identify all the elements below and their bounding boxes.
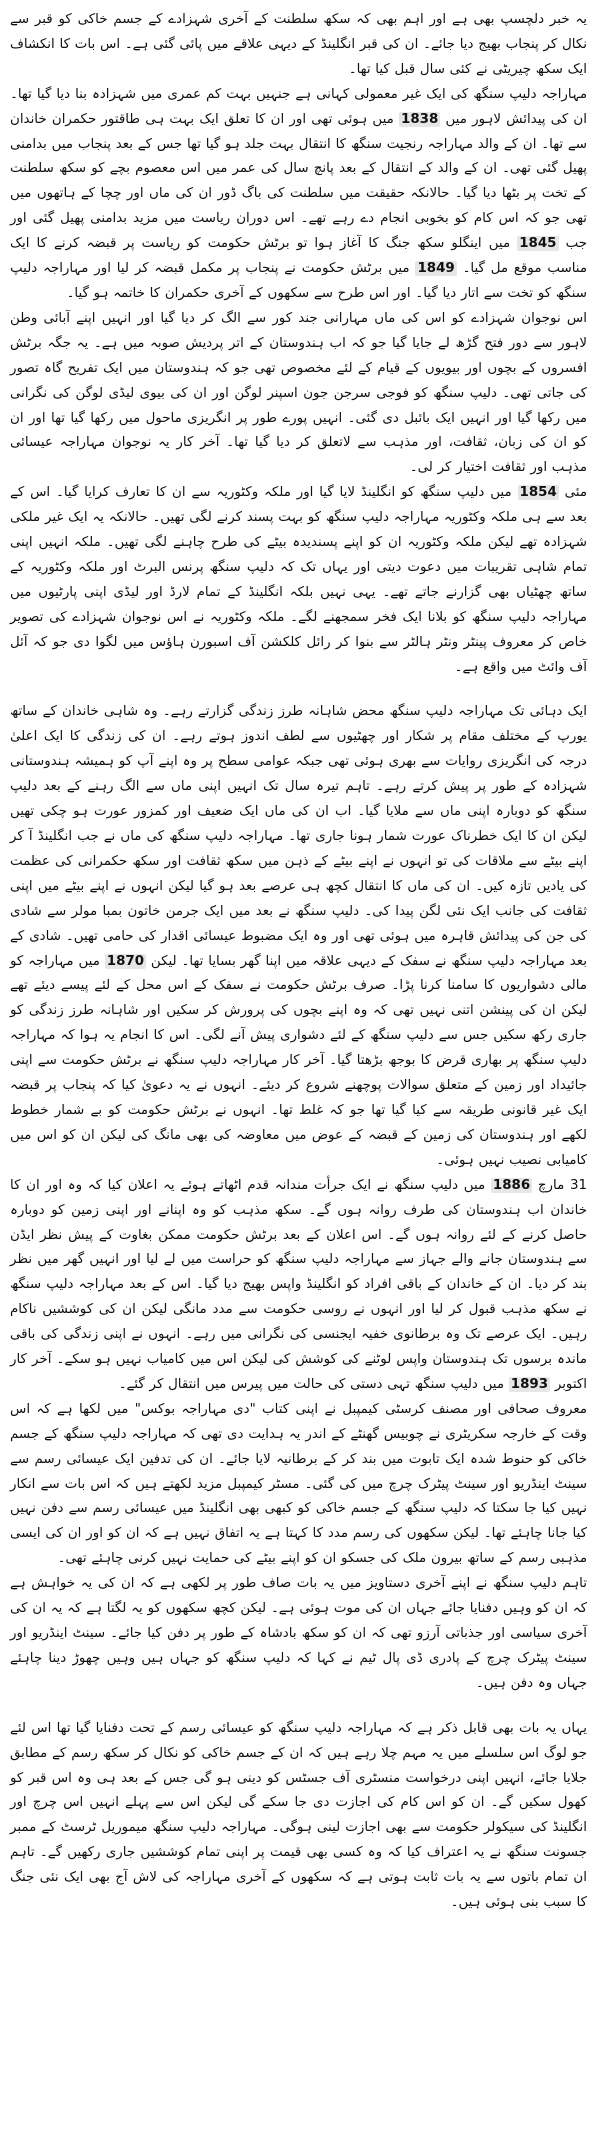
year-highlight: 1886 bbox=[492, 1177, 531, 1193]
paragraph-gap bbox=[10, 1697, 587, 1717]
article-paragraph-7: معروف صحافی اور مصنف کرسٹی کیمپبل نے اپنی کتاب "دی مہاراجہ بوکس" میں لکھا ہے کہ اس وقت کے خارجہ سکریٹری نے چوبیس گھنٹے کے اندر یہ ہدایت دی تھی کہ مہاراجہ دلیپ سنگھ کے جسم خاکی کو حنوط شدہ ایک تابوت میں بند کر کے برطانیہ لایا جائے۔ ان کی تدفین ایک عیسائی رسم سے سینٹ اینڈریو اور سینٹ پیٹرک چرچ میں کی گئی۔ مسٹر کیمپبل مزید لکھتے ہیں کہ اس بات سے انکار نہیں کیا جا سکتا کہ دلیپ سنگھ کے جسم خاکی کو کبھی بھی انگلینڈ میں عیسائی رسم سے دفن نہیں کیا جانا چاہئے تھا۔ لیکن سکھوں کی رسم مدد کا کہتا ہے یہ اتفاق نہیں ہے کہ ان کو اور ان کی ایسی مذہبی رسم کے ساتھ بیرون ملک کی جسکو ان کو اپنے بیٹے کی حمایت نہیں کرنی چاہئے تھی۔ bbox=[10, 1401, 587, 1567]
article-paragraph-2: مہاراجہ دلیپ سنگھ کی ایک غیر معمولی کہانی ہے جنہیں بہت کم عمری میں شہزادہ بنا دیا گیا تھا۔ ان کی پیدائش لاہور میں 1838 میں ہوئی تھی اور ان کا تعلق ایک بہت ہی طاقتور حکمران خاندان سے تھا۔ ان کے والد مہاراجہ رنجیت سنگھ کا انتقال بہت جلد ہو گیا تھا جس کے بعد پنجاب میں بدامنی پھیل گئی تھی۔ ان کے والد کے انتقال کے بعد پانچ سال کی عمر میں اس معصوم بچے کو سکھ سلطنت کے تخت پر بٹھا دیا گیا۔ حالانکہ حقیقت میں سلطنت کی باگ ڈور ان کی ماں اور چچا کے ہاتھوں میں تھی جو کہ اس کام کو بخوبی انجام دے رہے تھے۔ اس دوران ریاست میں مزید بدامنی پھیل گئی اور جب 1845 میں اینگلو سکھ جنگ کا آغاز ہوا تو برٹش حکومت کو ریاست پر قبضہ کرنے کا ایک مناسب موقع مل گیا۔ 1849 میں برٹش حکومت نے پنجاب پر مکمل قبضہ کر لیا اور مہاراجہ دلیپ سنگھ کو تخت سے اتار دیا گیا۔ اور اس طرح سے سکھوں کے آخری حکمران کا خاتمہ ہو گیا۔ bbox=[10, 86, 588, 301]
year-highlight: 1854 bbox=[519, 485, 557, 501]
year-highlight: 1845 bbox=[519, 236, 557, 252]
article-paragraph-4: مئی 1854 میں دلیپ سنگھ کو انگلینڈ لایا گیا اور ملکہ وکٹوریہ سے ان کا تعارف کرایا گیا۔ اس کے بعد سے ہی ملکہ وکٹوریہ مہاراجہ دلیپ سنگھ کو بہت پسند کرنے لگی تھیں۔ حالانکہ یہ ایک غیر ملکی شہزادہ تھے لیکن ملکہ وکٹوریہ ان کو اپنے پسندیدہ بیٹے کی طرح چاہنے لگی تھیں۔ ملکہ انہیں اپنی تمام شاہی تقریبات میں دعوت دیتی اور یہاں تک کہ دلیپ سنگھ پرنس البرٹ اور ملکہ وکٹوریہ کے ساتھ چھٹیاں بھی گزارنے جاتے تھے۔ یہی نہیں بلکہ انگلینڈ کے تمام لارڈ اور لیڈی اپنی پارٹیوں میں مہاراجہ دلیپ سنگھ کو بلانا ایک فخر سمجھنے لگے۔ ملکہ وکٹوریہ نے اس نوجوان شہزادے کی تصویر خاص کر معروف پینٹر ونٹر ہالٹر سے بنوا کر رائل کلکشن آف اسبورن ہاؤس میں لگوا دی جو کہ آئل آف وائٹ میں واقع ہے۔ bbox=[10, 485, 587, 675]
year-highlight: 1849 bbox=[417, 261, 455, 277]
article-paragraph-8: تاہم دلیپ سنگھ نے اپنے آخری دستاویز میں یہ بات صاف طور پر لکھی ہے کہ ان کی یہ خواہش ہے کہ ان کو وہیں دفنایا جائے جہاں ان کی موت ہوئی ہے۔ لیکن کچھ سکھوں کو یہ لگتا ہے کہ یہ ان کی آخری سیاسی اور جذباتی آرزو تھی کہ ان کو سکھ بادشاہ کے طور پر دفن کیا جائے۔ سینٹ اینڈریو اور سینٹ پیٹرک چرچ کے پادری ڈی پال ٹیم نے کہا کہ دلیپ سنگھ کو جہاں ہیں وہیں چھوڑ دینا چاہئے جہاں وہ دفن ہیں۔ bbox=[10, 1576, 587, 1691]
article-paragraph-5: ایک دہائی تک مہاراجہ دلیپ سنگھ محض شاہانہ طرز زندگی گزارتے رہے۔ وہ شاہی خاندان کے ساتھ یورپ کے مختلف مقام پر شکار اور چھٹیوں سے لطف اندوز ہوتے رہے۔ ان کی زندگی کا ایک اعلیٰ درجہ کی انگریزی روایات سے بھری ہوئی تھی جبکہ عوامی سطح پر وہ اپنے آپ کو ہمیشہ ہندوستانی شہزادہ کے طور پر پیش کرتے رہے۔ تاہم تیرہ سال تک انہیں اپنی ماں سے الگ رہنے کے بعد دلیپ سنگھ کو دوبارہ اپنی ماں سے ملایا گیا۔ اب ان کی ماں ایک ضعیف اور کمزور عورت ہو چکی تھیں لیکن ان کا ایک خطرناک عورت شمار ہونا جاری تھا۔ مہاراجہ دلیپ سنگھ کی ماں نے جب انگلینڈ آ کر اپنے بیٹے سے ملاقات کی تو انہوں نے اپنے بیٹے کے ذہن میں سکھ ثقافت اور سکھ حکمرانی کی عظمت کی یادیں تازہ کیں۔ ان کی ماں کا انتقال کچھ ہی عرصے بعد ہو گیا لیکن انہوں نے اپنے بیٹے میں اپنی ثقافت کی جانب ایک نئی لگن پیدا کی۔ دلیپ سنگھ نے بعد میں ایک جرمن خاتون بمبا مولر سے شادی کی جن کی پیدائش قاہرہ میں ہوئی تھی اور وہ ایک مضبوط عیسائی اقدار کی حامی تھیں۔ شادی کے بعد مہاراجہ دلیپ سنگھ نے سفک کے دیہی علاقہ میں اپنا گھر بسایا تھا۔ لیکن 1870 میں مہاراجہ کو مالی دشواریوں کا سامنا کرنا پڑا۔ صرف برٹش حکومت نے سفک کے اس محل کے لئے پیسے دیئے تھے لیکن ان کی پینشن اتنی نہیں تھی کہ وہ اپنے بچوں کی پرورش کر سکیں اور شاہانہ طرز زندگی کو جاری رکھ سکیں جس سے دلیپ سنگھ کے لئے دشواری پیش آنے لگی۔ اس کا انجام یہ ہوا کہ مہاراجہ دلیپ سنگھ پر بھاری قرض کا بوجھ بڑھتا گیا۔ آخر کار مہاراجہ دلیپ سنگھ نے برٹش حکومت سے اپنی جائیداد اور زمین کے متعلق سوالات پوچھنے شروع کر دیئے۔ انہوں نے یہ دعویٰ کیا کہ پنجاب پر قبضہ ایک غیر قانونی طریقہ سے کیا گیا تھا جو کہ غلط تھا۔ انہوں نے برٹش حکومت کو بے شمار خطوط لکھے اور ہندوستان کی زمین کے قبضہ کے عوض میں معاوضہ کی بھی مانگ کی لیکن ان کو اس میں کامیابی نصیب نہیں ہوئی۔ bbox=[10, 704, 587, 1168]
article-paragraph-6: 31 مارچ 1886 میں دلیپ سنگھ نے ایک جرأت مندانہ قدم اٹھاتے ہوئے یہ اعلان کیا کہ وہ اور ان کا خاندان اب ہندوستان کی طرف روانہ ہوں گے۔ سکھ مذہب کو وہ اپنانے اور اپنی زمین کو دوبارہ حاصل کرنے کے لئے روانہ ہوں گے۔ اس اعلان کے بعد برٹش حکومت ممکن بغاوت کے پیش نظر ایڈن سے ہندوستان جانے والے جہاز سے مہاراجہ دلیپ سنگھ کو حراست میں لے لیا اور انہیں گھر میں نظر بند کر دیا۔ ان کے خاندان کے باقی افراد کو انگلینڈ واپس بھیج دیا گیا۔ اس کے بعد مہاراجہ دلیپ سنگھ نے سکھ مذہب قبول کر لیا اور انہوں نے روسی حکومت سے مدد مانگی لیکن ان کی کوششیں ناکام رہیں۔ ایک عرصے تک وہ برطانوی خفیہ ایجنسی کی نگرانی میں رہے۔ انہوں نے اپنی زندگی کی باقی ماندہ برسوں تک ہندوستان واپس لوٹنے کی کوشش کی لیکن اس میں کامیاب نہیں ہو سکے۔ آخر کار اکتوبر 1893 میں دلیپ سنگھ تہی دستی کی حالت میں پیرس میں انتقال کر گئے۔ bbox=[10, 1177, 587, 1392]
year-highlight: 1893 bbox=[510, 1376, 549, 1392]
article-paragraph-3: اس نوجوان شہزادے کو اس کی ماں مہارانی جند کور سے الگ کر دیا گیا اور انہیں اپنے آبائی وطن لاہور سے دور فتح گڑھ لے جایا گیا جو کہ اب ہندوستان کے اتر پردیش صوبہ میں ہے۔ یہ جگہ برٹش افسروں کے بچوں اور بیویوں کے قیام کے لئے مخصوص تھی جو کہ ہندوستان میں ایک تفریح گاہ تصور کی جاتی تھی۔ دلیپ سنگھ کو فوجی سرجن جون اسپنر لوگن اور ان کی بیوی لیڈی لوگن کی نگرانی میں رکھا گیا اور انہیں ایک بائبل دی گئی۔ انہیں پورے طور پر انگریزی ماحول میں رکھا گیا تھا اور ان کو ان کی زبان، ثقافت، اور مذہب سے لاتعلق کر دیا گیا تھا۔ آخر کار یہ نوجوان مہاراجہ عیسائی مذہب اور ثقافت اختیار کر لی۔ bbox=[10, 310, 587, 476]
year-highlight: 1870 bbox=[106, 953, 145, 969]
article-paragraph-9: یہاں یہ بات بھی قابل ذکر ہے کہ مہاراجہ دلیپ سنگھ کو عیسائی رسم کے تحت دفنایا گیا تھا اس لئے جو لوگ اس سلسلے میں یہ مہم چلا رہے ہیں کہ ان کے جسم خاکی کو نکال کر سکھ رسم کے مطابق جلایا جائے، انہیں اپنی درخواست منسٹری آف جسٹس کو دینی ہو گی جس کے بعد ہی وہ اس قبر کو کھول سکیں گے۔ ان کو اس کام کی اجازت دی جا سکے گی لیکن اس سے پہلے انہیں اس چرچ اور انگلینڈ کی سیکولر حکومت سے بھی اجازت لینی ہوگی۔ مہاراجہ دلیپ سنگھ میموریل ٹرسٹ کے ممبر جسونت سنگھ نے یہ اعتراف کیا کہ وہ کسی بھی قیمت پر اپنی تمام کوششیں جاری رکھیں گے۔ تاہم ان تمام باتوں سے یہ بات ثابت ہوتی ہے کہ سکھوں کے آخری مہاراجہ کی لاش آج بھی ایک نئی جنگ کا سبب بنی ہوئی ہیں۔ bbox=[10, 1720, 587, 1911]
paragraph-gap bbox=[10, 680, 587, 700]
year-highlight: 1838 bbox=[401, 111, 439, 127]
article-paragraph-1: یہ خبر دلچسپ بھی ہے اور اہم بھی کہ سکھ سلطنت کے آخری شہزادے کے جسم خاکی کو قبر سے نکال کر پنجاب بھیج دیا جائے۔ ان کی قبر انگلینڈ کے دیہی علاقے میں پائی گئی ہے۔ اس بات کا انکشاف ایک سکھ چیریٹی نے کئی سال قبل کیا تھا۔ bbox=[10, 12, 587, 77]
